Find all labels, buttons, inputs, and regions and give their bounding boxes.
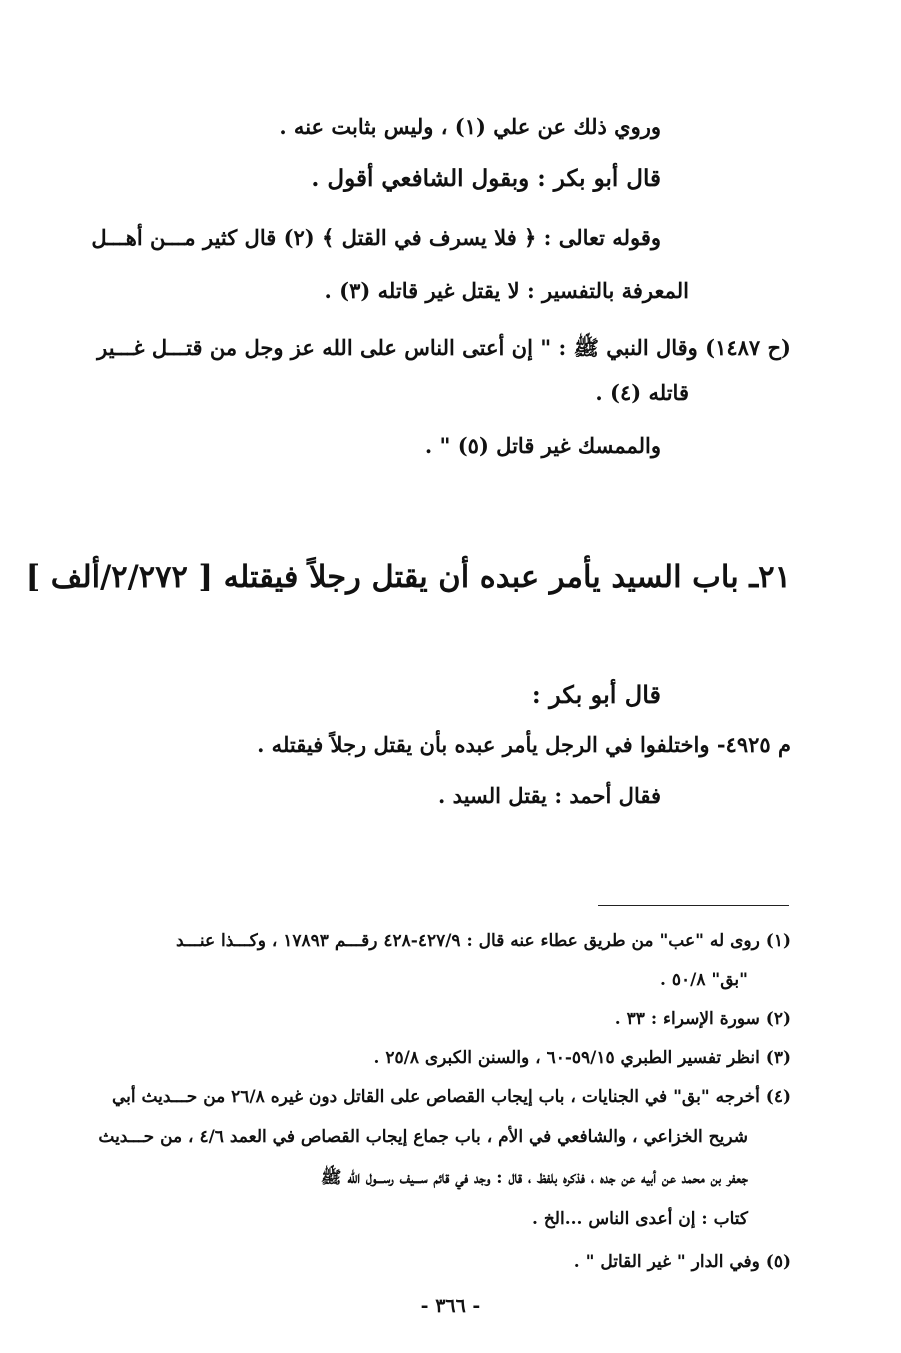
footnote-3: (٣) انظر تفسير الطبري ٥٩/١٥-٦٠ ، والسنن الكبرى ٢٥/٨ . [373, 1048, 791, 1068]
footnote-4: (٤) أخرجه "بق" في الجنايات ، باب إيجاب القصاص على القاتل دون غيره ٢٦/٨ من حـــديث أبي [111, 1087, 791, 1107]
footnote-4-cont-3: كتاب : إن أعدى الناس ...الخ . [531, 1209, 748, 1229]
body-line-4: المعرفة بالتفسير : لا يقتل غير قاتله (٣) . [324, 278, 689, 303]
chapter-line-2: فقال أحمد : يقتل السيد . [438, 783, 661, 808]
footnote-1-cont: "بق" ٥٠/٨ . [660, 970, 748, 990]
body-line-6: قاتله (٤) . [595, 380, 689, 405]
footnote-1: (١) روى له "عب" من طريق عطاء عنه قال : ٤٢٧/٩-٤٢٨ رقـــم ١٧٨٩٣ ، وكـــذا عنـــد [175, 931, 791, 951]
chapter-subheading: قال أبو بكر : [531, 680, 661, 709]
body-line-3: وقوله تعالى : ﴿ فلا يسرف في القتل ﴾ (٢) قال كثير مـــن أهـــل [91, 225, 661, 250]
footnote-2: (٢) سورة الإسراء : ٣٣ . [614, 1009, 791, 1029]
body-line-5: (ح ١٤٨٧) وقال النبي ﷺ : " إن أعتى الناس على الله عز وجل من قتـــل غـــير [97, 335, 791, 360]
footnote-4-cont-2: جعفر بن محمد عن أبيه عن جده ، فذكره بلفظ ، قال : وجد في قائم ســـيف رســـول الله ﷺ [320, 1168, 748, 1188]
body-line-2: قال أبو بكر : وبقول الشافعي أقول . [311, 165, 661, 192]
body-line-1: وروي ذلك عن علي (١) ، وليس بثابت عنه . [279, 114, 661, 139]
footnote-separator [598, 905, 789, 906]
footnote-5: (٥) وفي الدار " غير القاتل " . [573, 1252, 791, 1272]
chapter-heading: ٢١ـ باب السيد يأمر عبده أن يقتل رجلاً فيقتله [ ٢/٢٧٢/ألف ] [25, 559, 791, 595]
footnote-4-cont-1: شريح الخزاعي ، والشافعي في الأم ، باب جماع إيجاب القصاص في العمد ٤/٦ ، من حـــديث [98, 1127, 748, 1147]
chapter-line-1: م ٤٩٢٥- واختلفوا في الرجل يأمر عبده بأن يقتل رجلاً فيقتله . [257, 732, 791, 757]
body-line-7: والممسك غير قاتل (٥) " . [424, 433, 661, 458]
page-number: - ٣٦٦ - [420, 1295, 481, 1317]
